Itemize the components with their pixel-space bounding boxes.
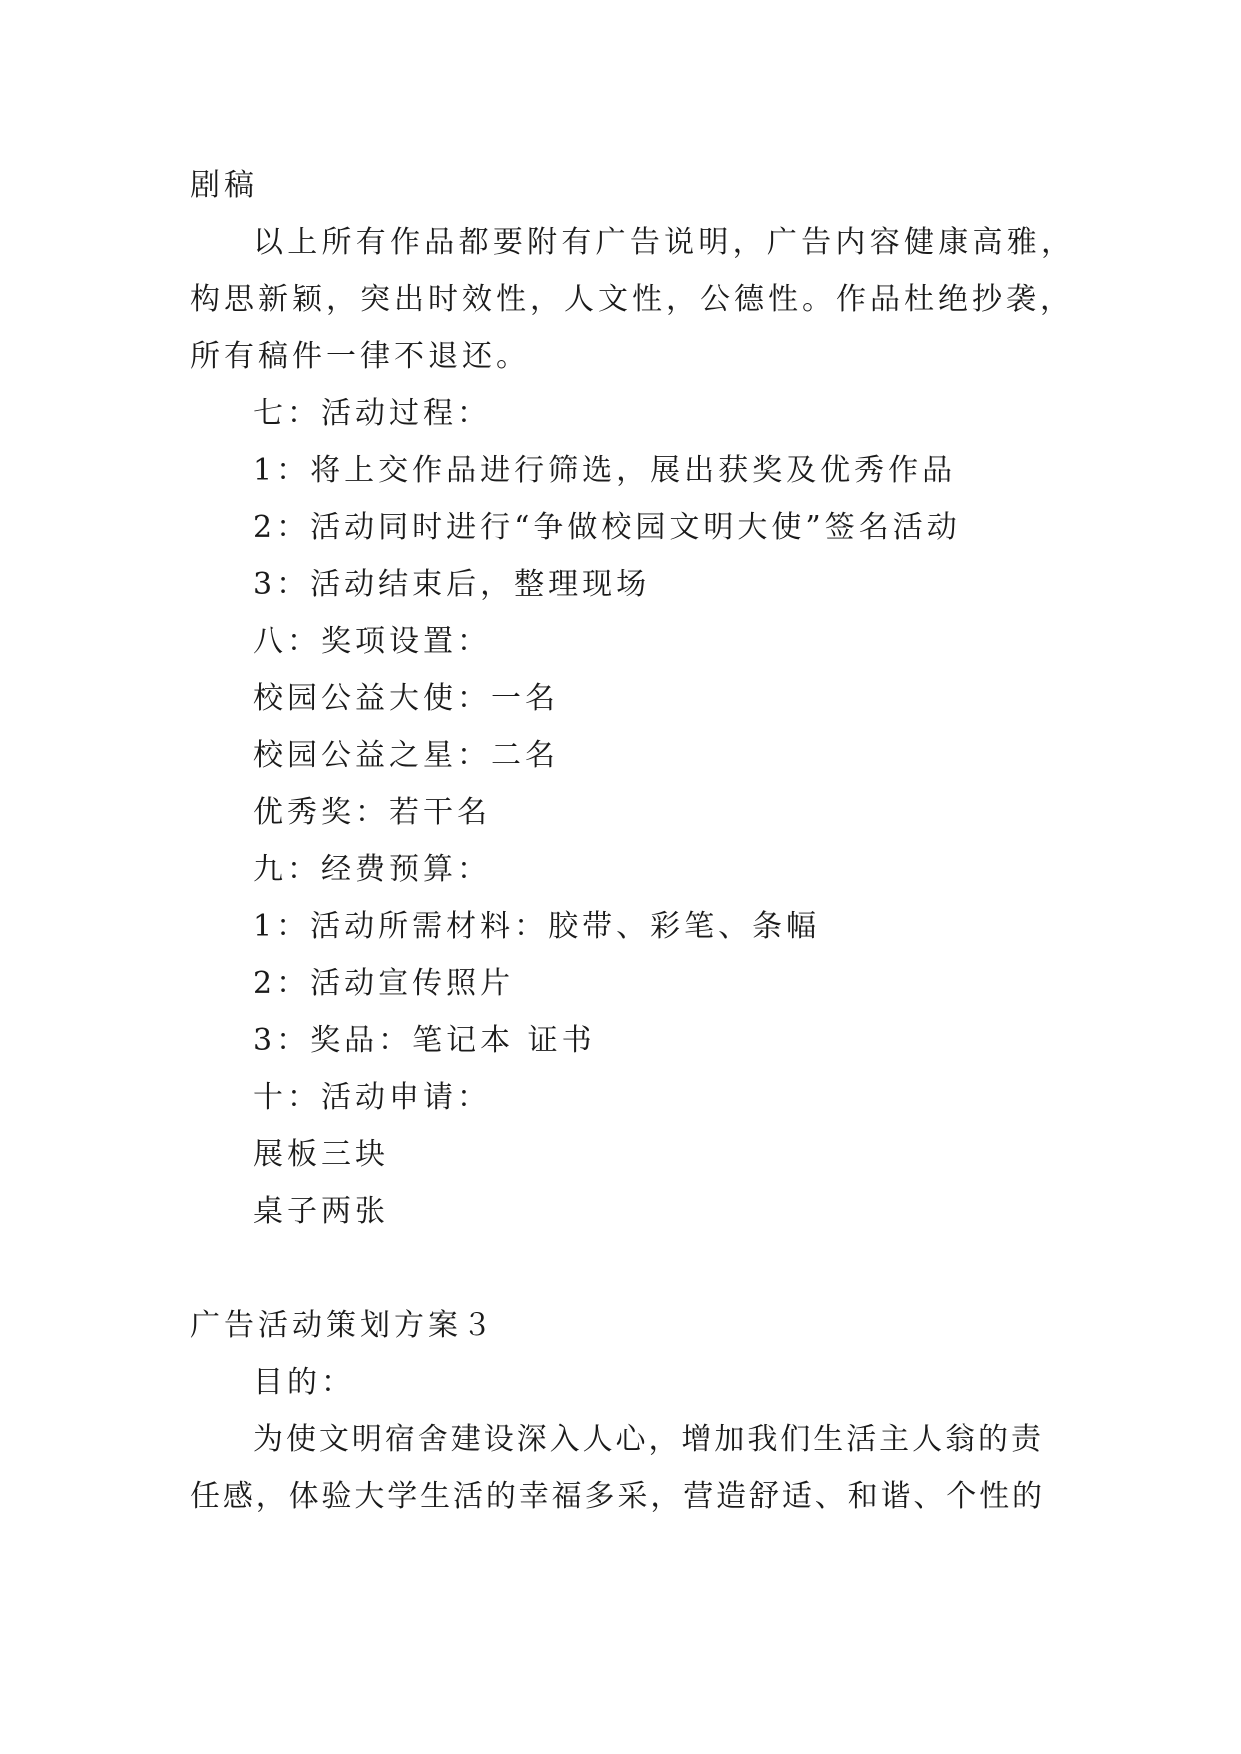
section-heading: 广告活动策划方案３ xyxy=(190,1308,496,1343)
line-1: 剧稿 xyxy=(190,168,258,203)
line-3: 构思新颖，突出时效性，人文性，公德性。作品杜绝抄袭， xyxy=(190,282,1072,317)
line-6: 1：将上交作品进行筛选，展出获奖及优秀作品 xyxy=(253,453,957,488)
line-12: 优秀奖：若干名 xyxy=(253,795,491,830)
line-23: 任感，体验大学生活的幸福多采，营造舒适、和谐、个性的 xyxy=(190,1479,1044,1514)
line-9: 八：奖项设置： xyxy=(253,624,491,659)
line-11: 校园公益之星：二名 xyxy=(253,738,559,773)
line-19: 桌子两张 xyxy=(253,1194,389,1229)
line-10: 校园公益大使：一名 xyxy=(253,681,559,716)
line-8: 3：活动结束后，整理现场 xyxy=(253,567,651,602)
line-22: 为使文明宿舍建设深入人心，增加我们生活主人翁的责 xyxy=(253,1422,1043,1457)
line-14: 1：活动所需材料：胶带、彩笔、条幅 xyxy=(253,909,821,944)
line-15: 2：活动宣传照片 xyxy=(253,966,515,1001)
line-4: 所有稿件一律不退还。 xyxy=(190,339,530,374)
line-16: 3：奖品：笔记本 证书 xyxy=(253,1023,596,1058)
line-18: 展板三块 xyxy=(253,1137,389,1172)
line-7: 2：活动同时进行“争做校园文明大使”签名活动 xyxy=(253,510,961,545)
line-13: 九：经费预算： xyxy=(253,852,491,887)
line-2: 以上所有作品都要附有广告说明，广告内容健康高雅， xyxy=(253,225,1073,260)
line-5: 七：活动过程： xyxy=(253,396,491,431)
line-21: 目的： xyxy=(253,1365,355,1400)
line-17: 十：活动申请： xyxy=(253,1080,491,1115)
